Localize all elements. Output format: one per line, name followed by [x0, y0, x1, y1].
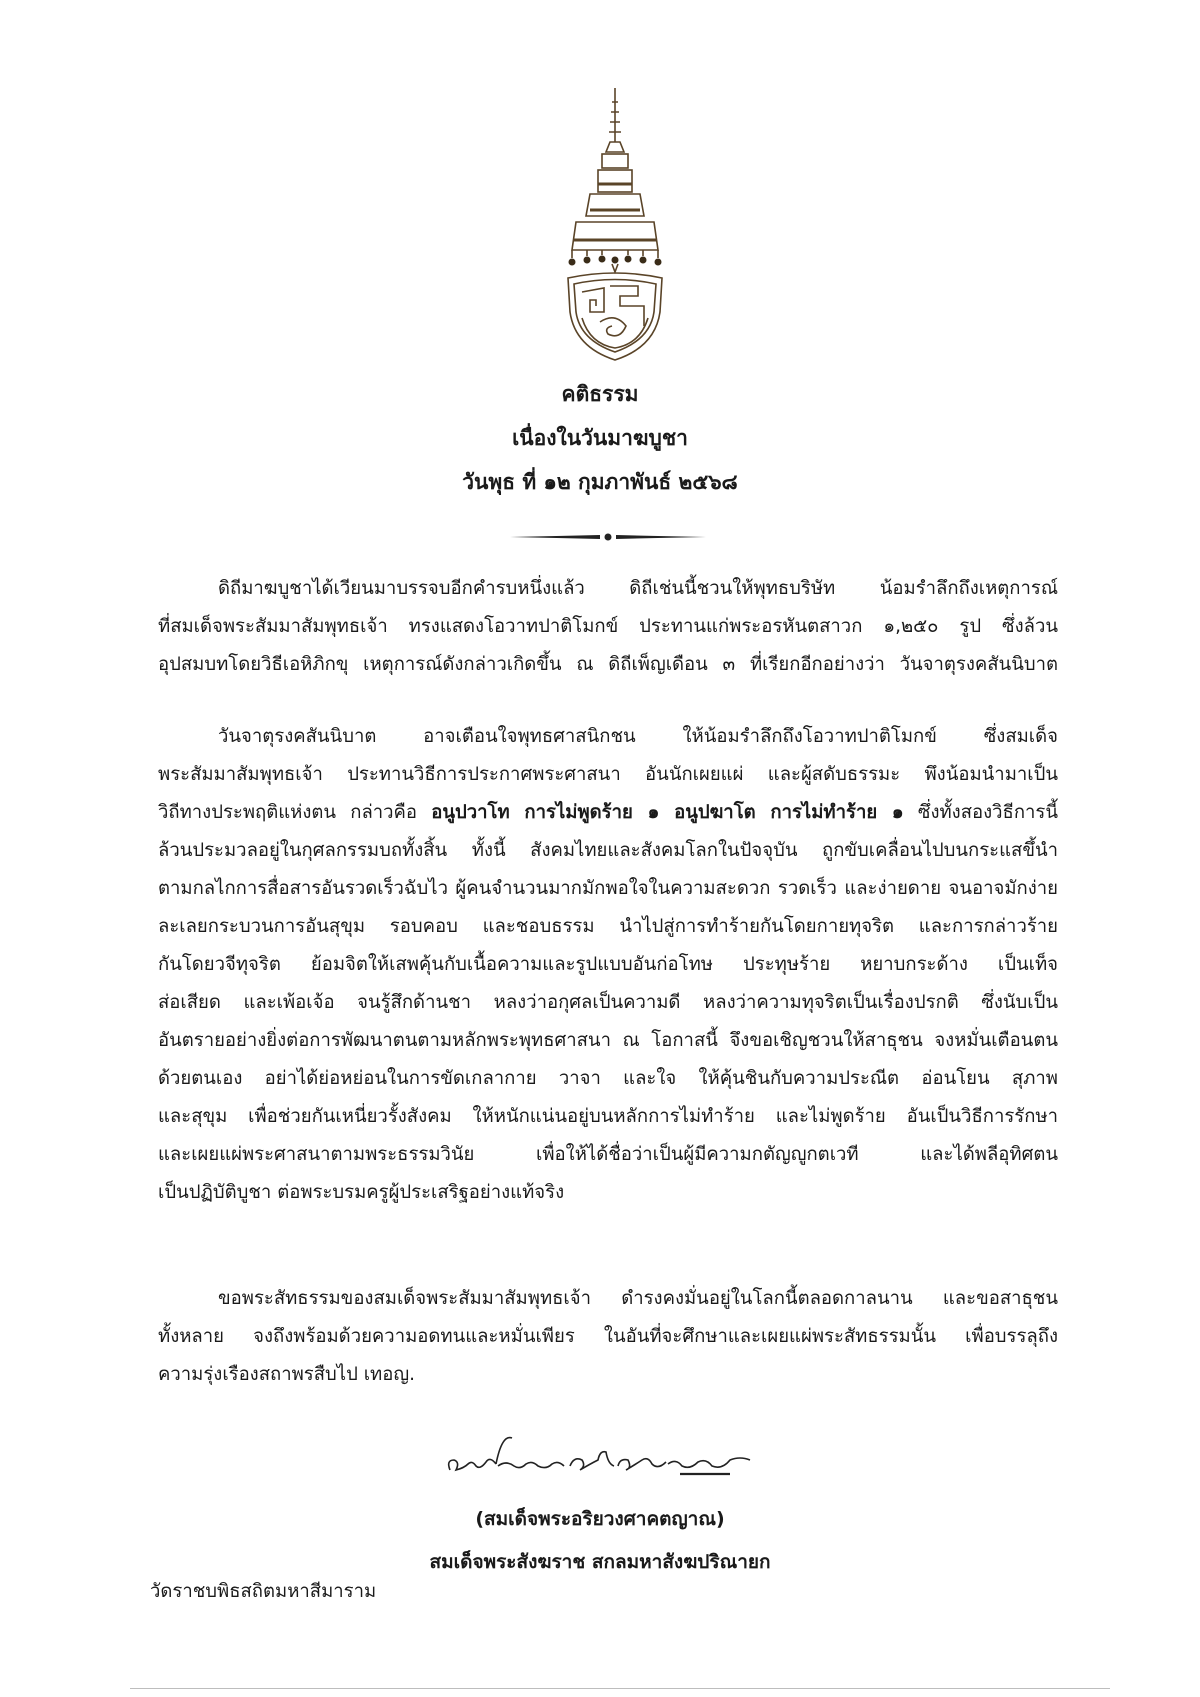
paragraph-blessing	[158, 1280, 1058, 1394]
text-span: ซึ่งทั้งสองวิธีการนี้	[903, 802, 1058, 823]
paragraph-line: อันตรายอย่างยิ่งต่อการพัฒนาตนตามหลักพระพุทธศาสนา ณ โอกาสนี้ จึงขอเชิญชวนให้สาธุชน จงหมั่นเตือนตน	[158, 1030, 1058, 1051]
document-title: คติธรรม	[561, 382, 639, 406]
paragraph-line: ที่สมเด็จพระสัมมาสัมพุทธเจ้า ทรงแสดงโอวาทปาติโมกข์ ประทานแก่พระอรหันตสาวก ๑,๒๕๐ รูป ซึ่งล้วน	[158, 616, 1058, 637]
ornamental-divider-icon	[508, 527, 708, 537]
paragraph-line: ขอพระสัทธรรมของสมเด็จพระสัมมาสัมพุทธเจ้า ดำรงคงมั่นอยู่ในโลกนี้ตลอดกาลนาน และขอสาธุชน	[218, 1288, 1058, 1309]
document-subtitle: เนื่องในวันมาฆบูชา	[512, 426, 688, 450]
signatory-title: สมเด็จพระสังฆราช สกลมหาสังฆปริณายก	[429, 1551, 771, 1573]
paragraph-line: ความรุ่งเรืองสถาพรสืบไป เทอญ.	[158, 1364, 415, 1385]
footer-location: วัดราชบพิธสถิตมหาสีมาราม	[150, 1581, 377, 1602]
signatory-name: (สมเด็จพระอริยวงศาคตญาณ)	[475, 1508, 725, 1530]
paragraph-line: ส่อเสียด และเพ้อเจ้อ จนรู้สึกด้านชา หลงว่าอกุศลเป็นความดี หลงว่าความทุจริตเป็นเรื่องปรกติ ซึ่งนับเป็น	[158, 992, 1058, 1013]
paragraph-line-emphasis	[158, 794, 1058, 832]
paragraph-line: กันโดยวจีทุจริต ย้อมจิตให้เสพคุ้นกับเนื้อความและรูปแบบอันก่อโทษ ประทุษร้าย หยาบกระด้าง เป็นเท็จ	[158, 954, 1058, 975]
paragraph-intro	[158, 570, 1058, 684]
text-span: วิถีทางประพฤติแห่งตน กล่าวคือ	[158, 802, 432, 823]
paragraph-line: และสุขุม เพื่อช่วยกันเหนี่ยวรั้งสังคม ให้หนักแน่นอยู่บนหลักการไม่ทำร้าย และไม่พูดร้าย อันเป็นวิธีการรักษา	[158, 1106, 1058, 1127]
paragraph-line: วันจาตุรงคสันนิบาต อาจเตือนใจพุทธศาสนิกชน ให้น้อมรำลึกถึงโอวาทปาติโมกข์ ซึ่งสมเด็จ	[218, 726, 1058, 747]
paragraph-line: ละเลยกระบวนการอันสุขุม รอบคอบ และชอบธรรม นำไปสู่การทำร้ายกันโดยกายทุจริต และการกล่าวร้าย	[158, 916, 1058, 937]
paragraph-line: ดิถีมาฆบูชาได้เวียนมาบรรจบอีกคำรบหนึ่งแล้ว ดิถีเช่นนี้ชวนให้พุทธบริษัท น้อมรำลึกถึงเหตุการณ์	[218, 578, 1058, 599]
page-bottom-rule	[130, 1688, 1110, 1689]
handwritten-signature-icon	[430, 1430, 790, 1485]
paragraph-line: พระสัมมาสัมพุทธเจ้า ประทานวิธีการประกาศพระศาสนา อันนักเผยแผ่ และผู้สดับธรรมะ พึงน้อมนำมาเป็น	[158, 764, 1058, 785]
paragraph-line: ล้วนประมวลอยู่ในกุศลกรรมบถทั้งสิ้น ทั้งนี้ สังคมไทยและสังคมโลกในปัจจุบัน ถูกขับเคลื่อนไปบนกระแสขึ้นำ	[158, 840, 1058, 861]
paragraph-line: ด้วยตนเอง อย่าได้ย่อหย่อนในการขัดเกลากาย วาจา และใจ ให้คุ้นชินกับความประณีต อ่อนโยน สุภาพ	[158, 1068, 1058, 1089]
paragraph-line: และเผยแผ่พระศาสนาตามพระธรรมวินัย เพื่อให้ได้ชื่อว่าเป็นผู้มีความกตัญญูกตเวที และได้พลีอุทิศตน	[158, 1144, 1058, 1165]
paragraph-line: อุปสมบทโดยวิธีเอหิภิกขุ เหตุการณ์ดังกล่าวเกิดขึ้น ณ ดิถีเพ็ญเดือน ๓ ที่เรียกอีกอย่างว่า วันจาตุรงคสันนิบาต	[158, 654, 1058, 675]
document-date: วันพุธ ที่ ๑๒ กุมภาพันธ์ ๒๕๖๘	[462, 470, 738, 494]
paragraph-line: ทั้งหลาย จงถึงพร้อมด้วยความอดทนและหมั่นเพียร ในอันที่จะศึกษาและเผยแผ่พระสัทธรรมนั้น เพื่อบรรลุถึง	[158, 1326, 1058, 1347]
stupa-shield-emblem-icon	[560, 82, 670, 362]
bold-principles: อนูปวาโท การไม่พูดร้าย ๑ อนูปฆาโต การไม่ทำร้าย ๑	[431, 802, 904, 823]
paragraph-line: เป็นปฏิบัติบูชา ต่อพระบรมครูผู้ประเสริฐอย่างแท้จริง	[158, 1182, 565, 1203]
paragraph-main	[158, 718, 1058, 1212]
paragraph-line: ตามกลไกการสื่อสารอันรวดเร็วฉับไว ผู้คนจำนวนมากมักพอใจในความสะดวก รวดเร็ว และง่ายดาย จนอาจมักง่าย	[158, 878, 1058, 899]
